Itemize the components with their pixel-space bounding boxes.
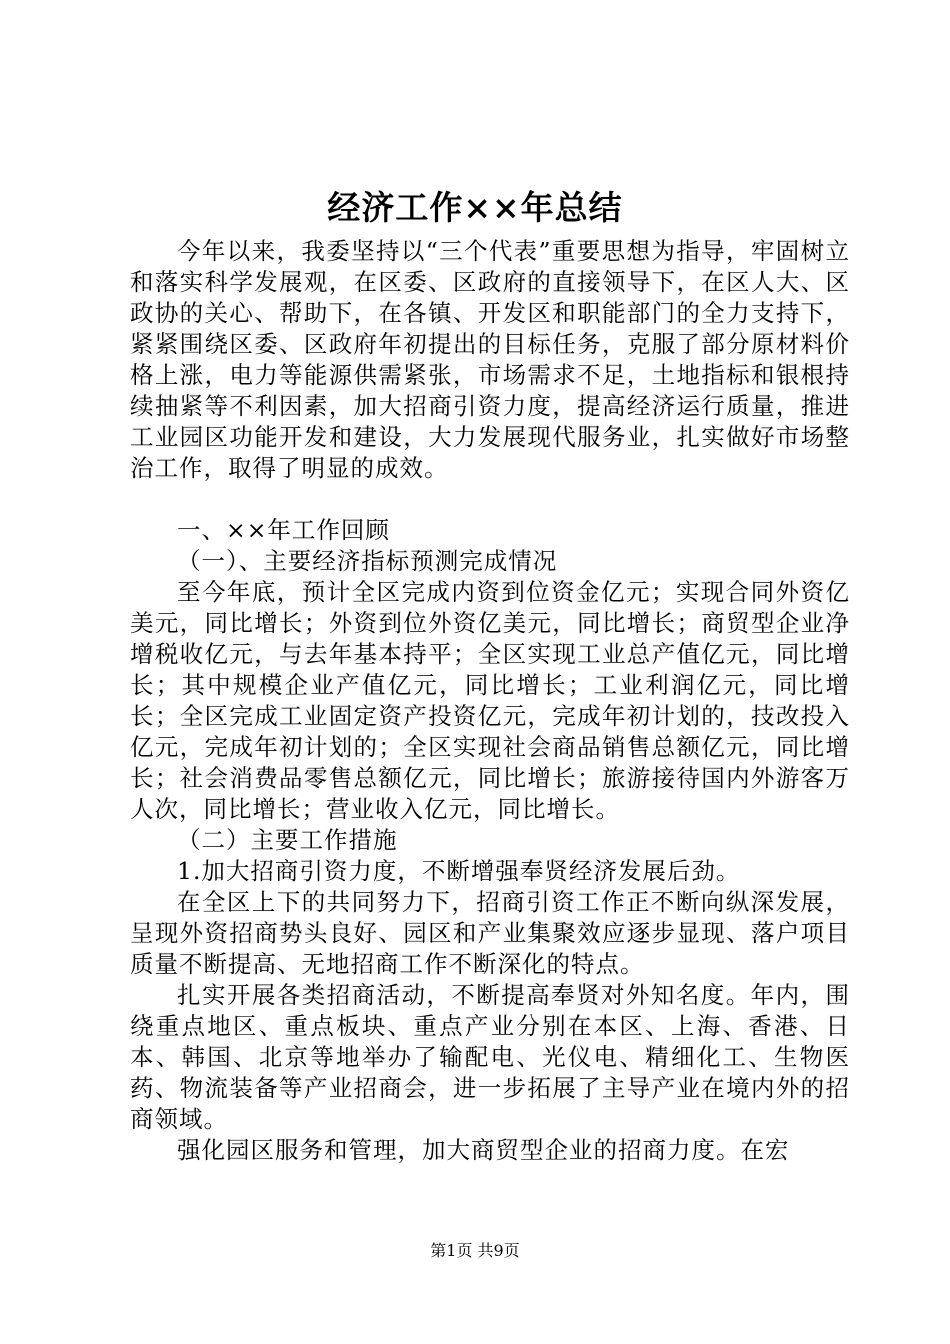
document-title: 经济工作××年总结 xyxy=(327,188,623,227)
indicators-paragraph: 至今年底，预计全区完成内资到位资金亿元；实现合同外资亿美元，同比增长；外资到位外资亿美元，同比增长；商贸型企业净增税收亿元，与去年基本持平；全区实现工业总产值亿元，同比增长；其中规模企业产值亿元，同比增长；工业利润亿元，同比增长；全区完成工业固定资产投资亿元，完成年初计划的，技改投入亿元，完成年初计划的；全区实现社会商品销售总额亿元，同比增长；社会消费品零售总额亿元，同比增长；旅游接待国内外游客万人次，同比增长；营业收入亿元，同比增长。 xyxy=(130,578,850,823)
body-paragraph: 强化园区服务和管理，加大商贸型企业的招商力度。在宏 xyxy=(177,1136,790,1164)
page-number: 第1页 共9页 xyxy=(430,1241,520,1260)
intro-paragraph: 今年以来，我委坚持以“三个代表”重要思想为指导，牢固树立和落实科学发展观，在区委、区政府的直接领导下，在区人大、区政协的关心、帮助下，在各镇、开发区和职能部门的全力支持下，紧紧围绕区委、区政府年初提出的目标任务，克服了部分原材料价格上涨，电力等能源供需紧张，市场需求不足，土地指标和银根持续抽紧等不利因素，加大招商引资力度，提高经济运行质量，推进工业园区功能开发和建设，大力发展现代服务业，扎实做好市场整治工作，取得了明显的成效。 xyxy=(130,237,850,482)
item-heading: 1.加大招商引资力度，不断增强奉贤经济发展后劲。 xyxy=(177,857,741,885)
subsection-heading: （一）、主要经济指标预测完成情况 xyxy=(177,547,558,575)
body-paragraph: 扎实开展各类招商活动，不断提高奉贤对外知名度。年内，围绕重点地区、重点板块、重点产业分别在本区、上海、香港、日本、韩国、北京等地举办了输配电、光仪电、精细化工、生物医药、物流装备等产业招商会，进一步拓展了主导产业在境内外的招商领域。 xyxy=(130,981,850,1133)
subsection-heading: （二）主要工作措施 xyxy=(177,826,398,854)
section-heading: 一、××年工作回顾 xyxy=(177,516,390,544)
document-body xyxy=(130,236,850,1166)
paragraph-gap xyxy=(130,484,850,515)
body-paragraph: 在全区上下的共同努力下，招商引资工作正不断向纵深发展，呈现外资招商势头良好、园区和产业集聚效应逐步显现、落户项目质量不断提高、无地招商工作不断深化的特点。 xyxy=(130,888,850,978)
